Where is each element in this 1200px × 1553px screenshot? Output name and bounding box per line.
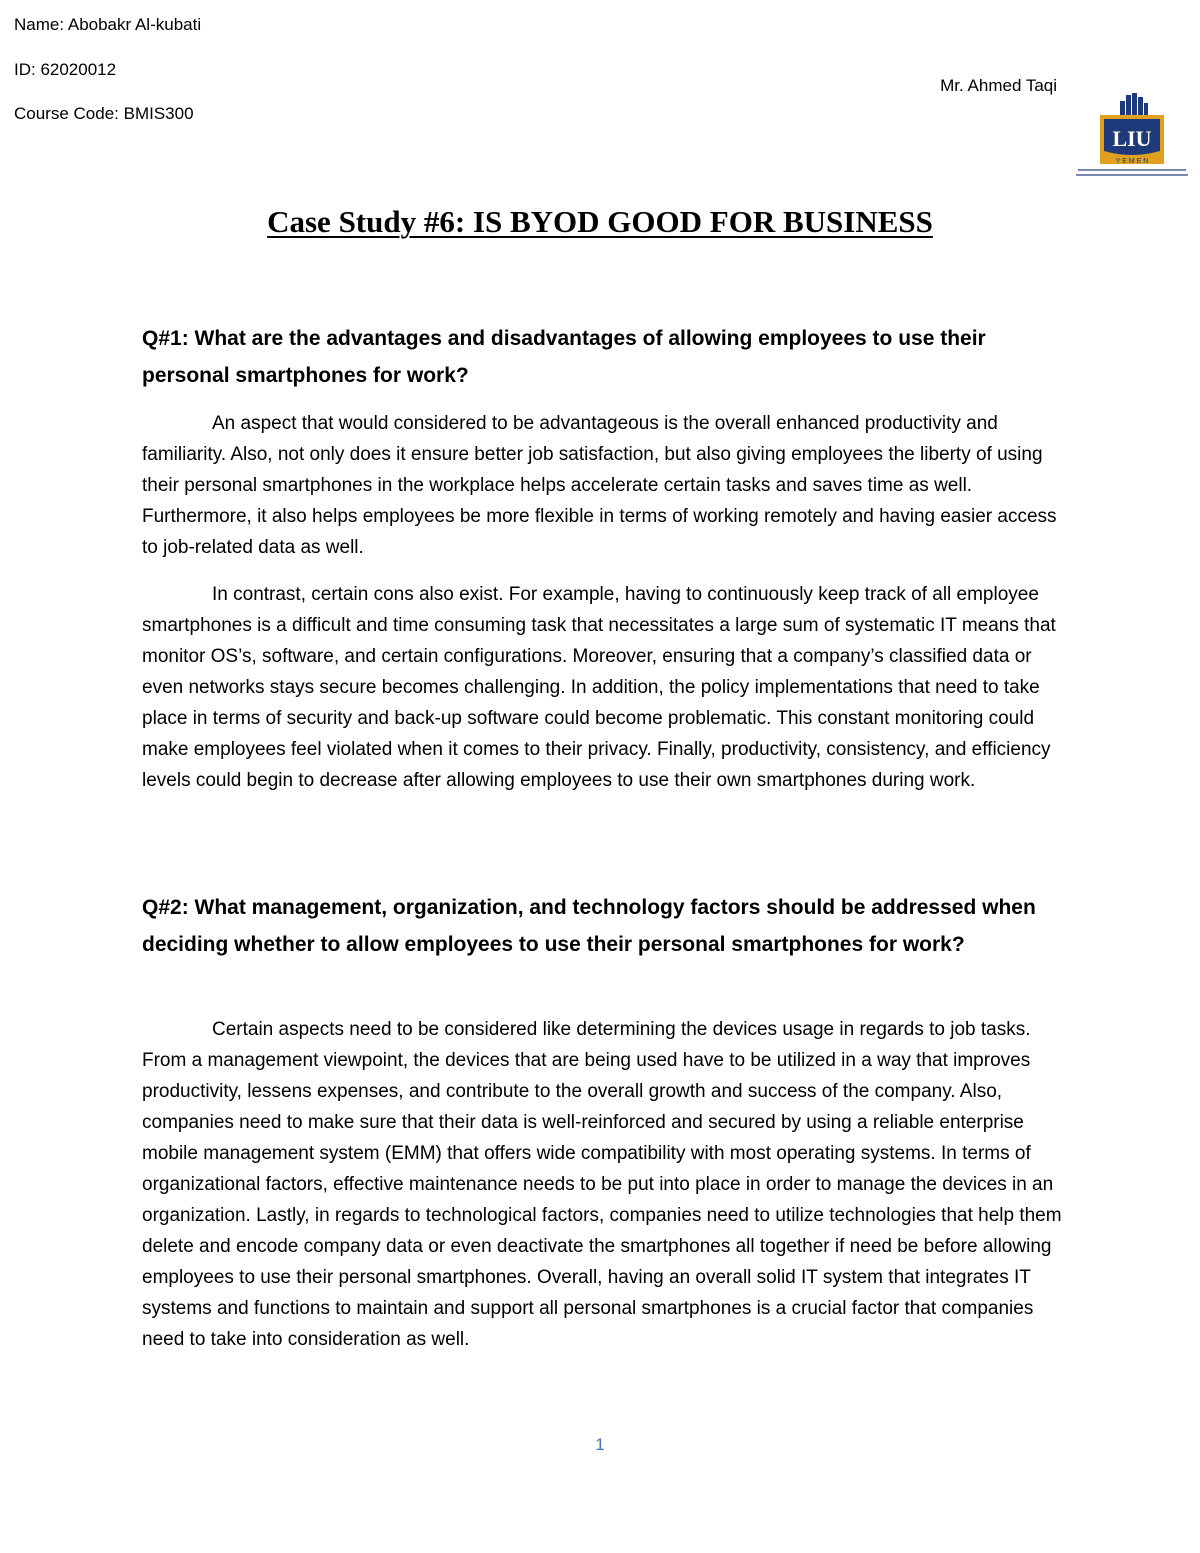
question-1: Q#1: What are the advantages and disadvantages of allowing employees to use their personal smartphones for work?	[142, 327, 986, 387]
logo-text: LIU	[1112, 126, 1152, 151]
question-2: Q#2: What management, organization, and technology factors should be addressed when deciding whether to allow employees to use their personal smartphones for work?	[142, 896, 1036, 956]
page-title: Case Study #6: IS BYOD GOOD FOR BUSINESS	[267, 204, 933, 239]
answer-2-paragraph-1: Certain aspects need to be considered like determining the devices usage in regards to job tasks. From a management viewpoint, the devices that are being used have to be utilized in a way that improves productivity, lessens expenses, and contribute to the overall growth and success of the company. Also, companies need to make sure that their data is well-reinforced and secured by using a reliable enterprise mobile management system (EMM) that offers wide compatibility with most operating systems. In terms of organizational factors, effective maintenance needs to be put into place in order to manage the devices in an organization. Lastly, in regards to technological factors, companies need to utilize technologies that help them delete and encode company data or even deactivate the smartphones all together if need be before allowing employees to use their personal smartphones. Overall, having an overall solid IT system that integrates IT systems and functions to maintain and support all personal smartphones is a crucial factor that companies need to take into consideration as well.	[142, 1019, 1062, 1350]
logo-subtext: Y E M E N	[1115, 158, 1149, 165]
page-number: 1	[595, 1435, 605, 1454]
logo-graphic	[1074, 93, 1190, 187]
student-name: Name: Abobakr Al-kubati	[14, 15, 202, 34]
instructor-name: Mr. Ahmed Taqi	[940, 76, 1057, 95]
answer-1-paragraph-1: An aspect that would considered to be advantageous is the overall enhanced productivity and familiarity. Also, not only does it ensure better job satisfaction, but also giving employees the liberty of using their personal smartphones in the workplace helps accelerate certain tasks and saves time as well. Furthermore, it also helps employees be more flexible in terms of working remotely and having easier access to job-related data as well.	[142, 413, 1057, 558]
course-code: Course Code: BMIS300	[14, 104, 194, 123]
university-logo	[1074, 93, 1190, 187]
student-id: ID: 62020012	[14, 60, 117, 79]
answer-1-paragraph-2: In contrast, certain cons also exist. For example, having to continuously keep track of all employee smartphones is a difficult and time consuming task that necessitates a large sum of systematic IT means that monitor OS’s, software, and certain configurations. Moreover, ensuring that a company’s classified data or even networks stays secure becomes challenging. In addition, the policy implementations that need to take place in terms of security and back-up software could become problematic. This constant monitoring could make employees feel violated when it comes to their privacy. Finally, productivity, consistency, and efficiency levels could begin to decrease after allowing employees to use their own smartphones during work.	[142, 584, 1056, 791]
